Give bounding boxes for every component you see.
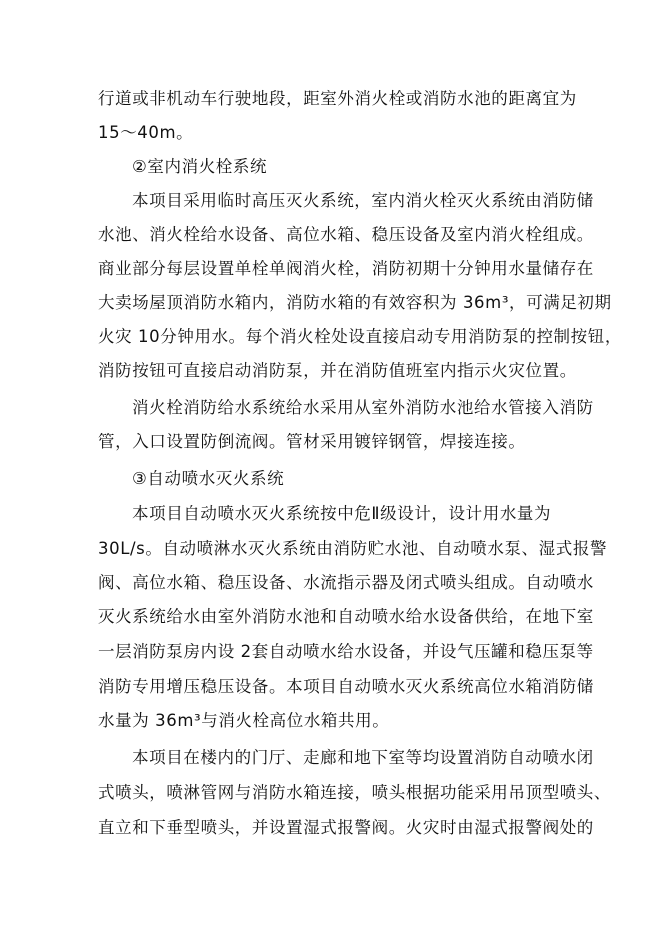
text-line-19: 水量为 36m³与消火栓高位水箱共用。 bbox=[98, 711, 390, 730]
text-line-13: 本项目自动喷水灭火系统按中危Ⅱ级设计，设计用水量为 bbox=[132, 504, 552, 523]
text-line-20: 本项目在楼内的门厅、走廊和地下室等均设置消防自动喷水闭 bbox=[132, 748, 594, 767]
text-line-5: 水池、消火栓给水设备、高位水箱、稳压设备及室内消火栓组成。 bbox=[98, 225, 594, 244]
text-line-11: 管，入口设置防倒流阀。管材采用镀锌钢管，焊接连接。 bbox=[98, 432, 526, 451]
text-line-16: 灭火系统给水由室外消防水池和自动喷水给水设备供给，在地下室 bbox=[98, 607, 594, 626]
text-line-18: 消防专用增压稳压设备。本项目自动喷水灭火系统高位水箱消防储 bbox=[98, 677, 594, 696]
text-line-22: 直立和下垂型喷头，并设置湿式报警阀。火灾时由湿式报警阀处的 bbox=[98, 818, 594, 837]
text-line-1: 行道或非机动车行驶地段，距室外消火栓或消防水池的距离宜为 bbox=[98, 89, 577, 108]
section-heading-sprinkler: ③自动喷水灭火系统 bbox=[132, 469, 285, 488]
text-line-7: 大卖场屋顶消防水箱内，消防水箱的有效容积为 36m³，可满足初期 bbox=[98, 293, 612, 312]
text-line-2: 15～40m。 bbox=[98, 123, 194, 142]
text-line-17: 一层消防泵房内设 2套自动喷水给水设备，并设气压罐和稳压泵等 bbox=[98, 642, 594, 661]
text-line-14: 30L/s。自动喷淋水灭火系统由消防贮水池、自动喷水泵、湿式报警 bbox=[98, 539, 608, 558]
text-line-21: 式喷头，喷淋管网与消防水箱连接，喷头根据功能采用吊顶型喷头、 bbox=[98, 783, 611, 802]
section-heading-indoor-hydrant: ②室内消火栓系统 bbox=[132, 157, 268, 176]
text-line-4: 本项目采用临时高压灭火系统，室内消火栓灭火系统由消防储 bbox=[132, 191, 594, 210]
text-line-8: 火灾 10分钟用水。每个消火栓处设直接启动专用消防泵的控制按钮， bbox=[98, 327, 622, 346]
text-line-10: 消火栓消防给水系统给水采用从室外消防水池给水管接入消防 bbox=[132, 398, 594, 417]
text-line-15: 阀、高位水箱、稳压设备、水流指示器及闭式喷头组成。自动喷水 bbox=[98, 573, 594, 592]
text-line-6: 商业部分每层设置单栓单阀消火栓，消防初期十分钟用水量储存在 bbox=[98, 259, 594, 278]
text-line-9: 消防按钮可直接启动消防泵，并在消防值班室内指示火灾位置。 bbox=[98, 361, 577, 380]
